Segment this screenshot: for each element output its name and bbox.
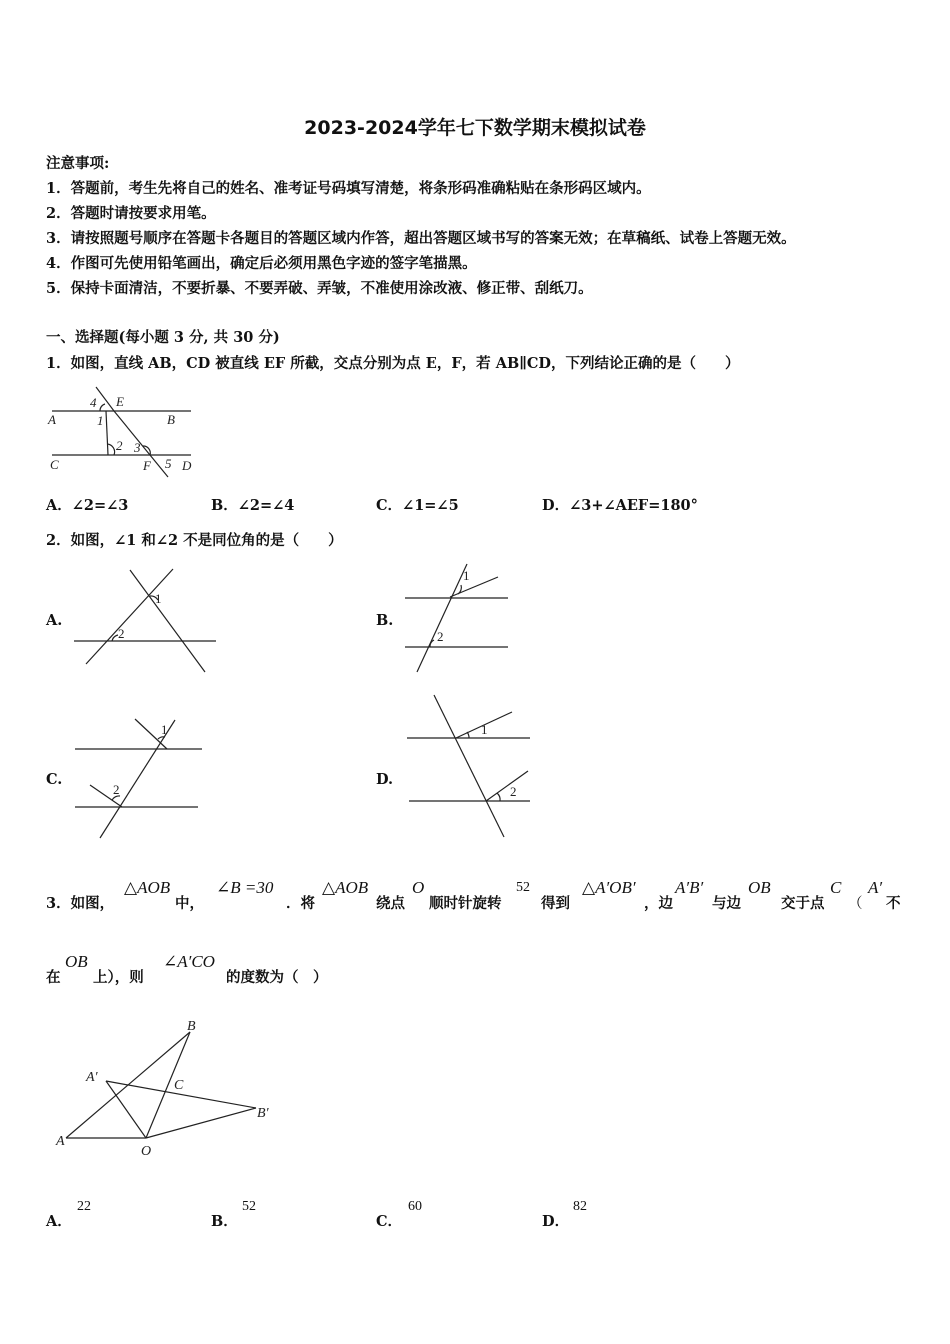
q3-math: △AOB bbox=[124, 878, 171, 897]
q2-figure-c bbox=[70, 714, 210, 842]
option-value: 52 bbox=[242, 1199, 256, 1214]
fig3-label: O bbox=[141, 1144, 152, 1159]
option-label: C． bbox=[376, 1213, 403, 1230]
angle-label: 1 bbox=[155, 591, 162, 606]
fig1-label: B bbox=[167, 412, 175, 427]
q3-option-d[interactable] bbox=[542, 1196, 692, 1230]
angle-label: 2 bbox=[510, 784, 517, 799]
q3-math: O bbox=[412, 878, 425, 897]
note-item: 3．请按照题号顺序在答题卡各题目的答题区域内作答，超出答题区域书写的答案无效；在草稿纸、试卷上答题无效。 bbox=[46, 230, 796, 247]
q3-math: A′B′ bbox=[675, 878, 704, 897]
fig3-label: B bbox=[187, 1019, 196, 1034]
q3-text: 在 bbox=[46, 969, 61, 986]
q3-text: 得到 bbox=[541, 895, 570, 912]
q3-text: 的度数为（ ） bbox=[226, 969, 328, 986]
q1-option-b[interactable] bbox=[211, 494, 294, 515]
segment-ob-prime bbox=[146, 1108, 256, 1138]
q3-text: ，边 bbox=[644, 895, 673, 912]
q3-text: 与边 bbox=[712, 895, 741, 912]
angle-label: 2 bbox=[437, 629, 444, 644]
q3-text: 顺时针旋转 bbox=[429, 895, 502, 912]
fig1-label: D bbox=[182, 458, 192, 473]
option-label: A． bbox=[46, 497, 72, 514]
q3-text: 不 bbox=[886, 895, 901, 912]
question-2-stem: 2．如图，∠1 和∠2 不是同位角的是（ ） bbox=[46, 532, 343, 549]
note-item: 5．保持卡面清洁，不要折暴、不要弄破、弄皱，不准使用涂改液、修正带、刮纸刀。 bbox=[46, 280, 593, 297]
section-heading: 一、选择题(每小题 3 分, 共 30 分) bbox=[46, 329, 280, 346]
option-text: ∠2=∠4 bbox=[237, 497, 295, 514]
question-1-figure bbox=[44, 382, 204, 482]
q1-option-a[interactable] bbox=[46, 494, 128, 515]
q3-text: 上），则 bbox=[93, 969, 144, 986]
fig1-label: 5 bbox=[165, 456, 172, 471]
line-ef-top bbox=[96, 387, 114, 411]
question-3-line-1 bbox=[46, 878, 906, 918]
q3-option-b[interactable] bbox=[211, 1196, 361, 1230]
note-item: 1．答题前，考生先将自己的姓名、准考证号码填写清楚，将条形码准确粘贴在条形码区域内。 bbox=[46, 180, 651, 197]
q3-math: OB bbox=[748, 878, 771, 897]
q3-text: ．将 bbox=[286, 895, 315, 912]
option-label: D． bbox=[542, 497, 570, 514]
q1-option-d[interactable] bbox=[542, 494, 698, 515]
q3-math: 52 bbox=[516, 880, 530, 895]
fig3-label: A′ bbox=[86, 1070, 98, 1085]
q3-math: △AOB bbox=[322, 878, 369, 897]
q2-option-d[interactable]: D. bbox=[376, 771, 394, 788]
question-3-figure bbox=[50, 1010, 290, 1165]
q3-math: A′ bbox=[868, 878, 883, 897]
q3-option-c[interactable] bbox=[376, 1196, 526, 1230]
q2-option-a[interactable]: A. bbox=[46, 612, 63, 629]
fig1-label: 4 bbox=[90, 395, 97, 410]
q3-text: （ bbox=[848, 896, 863, 912]
option-label: D． bbox=[542, 1213, 570, 1230]
angle-label: 1 bbox=[161, 722, 168, 737]
option-label: B． bbox=[211, 497, 238, 514]
q2-figure-b bbox=[400, 560, 515, 680]
option-label: B． bbox=[211, 1213, 238, 1230]
question-1-stem: 1．如图，直线 AB，CD 被直线 EF 所截，交点分别为点 E，F，若 AB∥CD，下列结论正确的是（ ） bbox=[46, 355, 740, 372]
segment-ob bbox=[146, 1032, 190, 1138]
note-item: 4．作图可先使用铅笔画出，确定后必须用黑色字迹的签字笔描黑。 bbox=[46, 255, 477, 272]
option-text: ∠1=∠5 bbox=[402, 497, 459, 514]
fig3-label: B′ bbox=[257, 1106, 269, 1121]
option-text: ∠3+∠AEF=180° bbox=[569, 497, 698, 514]
q3-option-a[interactable] bbox=[46, 1196, 196, 1230]
q3-math: △A′OB′ bbox=[582, 878, 636, 897]
fig1-label: F bbox=[143, 458, 151, 473]
q3-text: 中， bbox=[175, 895, 204, 912]
option-label: A． bbox=[46, 1213, 72, 1230]
note-item: 2．答题时请按要求用笔。 bbox=[46, 205, 216, 222]
angle-label: 1 bbox=[481, 722, 488, 737]
fig1-label: E bbox=[116, 394, 124, 409]
option-value: 82 bbox=[573, 1199, 587, 1214]
line-transversal-1 bbox=[106, 411, 108, 455]
q3-math: C bbox=[830, 878, 842, 897]
option-value: 60 bbox=[408, 1199, 422, 1214]
angle-label: 2 bbox=[118, 626, 125, 641]
q2-figure-d bbox=[404, 690, 534, 840]
q1-option-c[interactable] bbox=[376, 494, 459, 515]
q3-math: OB bbox=[65, 952, 88, 971]
page-title: 2023-2024学年七下数学期末模拟试卷 bbox=[304, 117, 646, 139]
q3-text: 交于点 bbox=[781, 895, 825, 912]
question-3-line-2 bbox=[46, 952, 446, 992]
notes-heading: 注意事项: bbox=[46, 155, 110, 172]
fig1-label: C bbox=[50, 457, 59, 472]
angle-label: 1 bbox=[463, 568, 470, 583]
fig1-label: 1 bbox=[97, 413, 104, 428]
option-text: ∠2=∠3 bbox=[71, 497, 129, 514]
q3-text: 3．如图， bbox=[46, 895, 115, 912]
q3-math: ∠A′CO bbox=[163, 952, 215, 971]
angle-label: 2 bbox=[113, 782, 120, 797]
q2-figure-a bbox=[70, 564, 220, 676]
option-label: C． bbox=[376, 497, 403, 514]
q2-option-b[interactable]: B. bbox=[376, 612, 394, 629]
fig1-label: 3 bbox=[134, 440, 141, 455]
q2-option-c[interactable]: C. bbox=[46, 771, 63, 788]
option-value: 22 bbox=[77, 1199, 91, 1214]
q3-math: ∠B =30 bbox=[216, 878, 274, 897]
segment-a-prime-o bbox=[106, 1081, 146, 1138]
fig1-label: A bbox=[48, 412, 56, 427]
fig3-label: C bbox=[174, 1078, 184, 1093]
fig1-label: 2 bbox=[116, 438, 123, 453]
fig3-label: A bbox=[56, 1134, 65, 1149]
q3-text: 绕点 bbox=[376, 895, 405, 912]
